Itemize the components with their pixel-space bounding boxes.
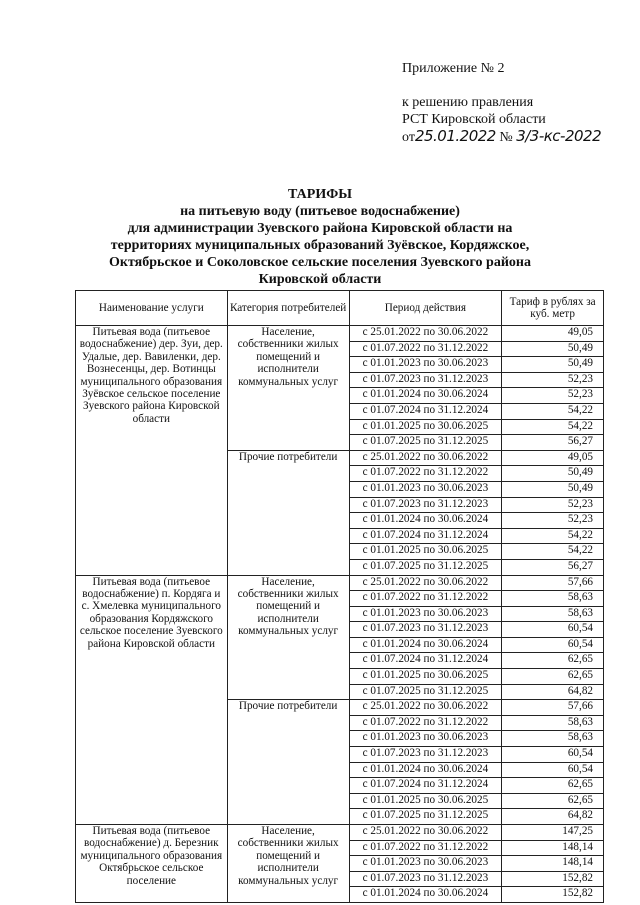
period-cell: с 01.07.2024 по 31.12.2024 xyxy=(349,653,502,669)
tariff-value-cell: 62,65 xyxy=(502,778,604,794)
tariff-value-cell: 57,66 xyxy=(502,575,604,591)
tariff-value-cell: 64,82 xyxy=(502,684,604,700)
handwritten-date: 25.01.2022 xyxy=(414,127,496,145)
period-cell: с 01.07.2023 по 31.12.2023 xyxy=(349,372,502,388)
tariff-value-cell: 58,63 xyxy=(502,591,604,607)
consumer-category-cell: Прочие потребители xyxy=(227,450,349,575)
period-cell: с 01.01.2023 по 30.06.2023 xyxy=(349,856,502,872)
number-prefix: № xyxy=(499,130,513,145)
period-cell: с 01.01.2024 по 30.06.2024 xyxy=(349,388,502,404)
period-cell: с 01.01.2024 по 30.06.2024 xyxy=(349,513,502,529)
tariff-value-cell: 50,49 xyxy=(502,357,604,373)
tariff-value-cell: 54,22 xyxy=(502,544,604,560)
period-cell: с 01.01.2023 по 30.06.2023 xyxy=(349,606,502,622)
tariff-value-cell: 62,65 xyxy=(502,653,604,669)
period-cell: с 01.07.2023 по 31.12.2023 xyxy=(349,747,502,763)
period-cell: с 01.07.2022 по 31.12.2022 xyxy=(349,341,502,357)
period-cell: с 01.01.2025 по 30.06.2025 xyxy=(349,544,502,560)
table-row xyxy=(76,825,604,841)
table-row xyxy=(76,326,604,342)
tariff-value-cell: 58,63 xyxy=(502,715,604,731)
table-header-row xyxy=(76,291,604,326)
period-cell: с 01.01.2025 по 30.06.2025 xyxy=(349,793,502,809)
appendix-label: Приложение № 2 xyxy=(402,61,505,76)
period-cell: с 25.01.2022 по 30.06.2022 xyxy=(349,700,502,716)
period-cell: с 01.07.2023 по 31.12.2023 xyxy=(349,622,502,638)
tariff-value-cell: 50,49 xyxy=(502,341,604,357)
period-cell: с 01.07.2024 по 31.12.2024 xyxy=(349,528,502,544)
period-cell: с 01.07.2023 по 31.12.2023 xyxy=(349,497,502,513)
header-tariff: Тариф в рублях за куб. метр xyxy=(502,291,604,326)
header-period: Период действия xyxy=(349,291,502,326)
title-line-4: территориях муниципальных образований Зуёвское, Кордяжское, xyxy=(110,238,530,253)
tariff-value-cell: 58,63 xyxy=(502,731,604,747)
title-line-2: на питьевую воду (питьевое водоснабжение) xyxy=(180,204,460,219)
tariff-value-cell: 52,23 xyxy=(502,388,604,404)
tariff-value-cell: 56,27 xyxy=(502,435,604,451)
handwritten-number: 3/3-кс-2022 xyxy=(516,127,602,145)
period-cell: с 01.07.2025 по 31.12.2025 xyxy=(349,435,502,451)
consumer-category-cell: Население, собственники жилых помещений и исполнители коммунальных услуг xyxy=(227,575,349,700)
tariff-value-cell: 148,14 xyxy=(502,856,604,872)
period-cell: с 01.01.2023 по 30.06.2023 xyxy=(349,731,502,747)
decision-line-2: РСТ Кировской области xyxy=(402,112,546,127)
decision-line-1: к решению правления xyxy=(402,95,534,110)
tariff-value-cell: 49,05 xyxy=(502,326,604,342)
header-category: Категория потребителей xyxy=(227,291,349,326)
period-cell: с 01.01.2023 по 30.06.2023 xyxy=(349,481,502,497)
tariff-value-cell: 56,27 xyxy=(502,559,604,575)
period-cell: с 01.01.2024 по 30.06.2024 xyxy=(349,762,502,778)
title-line-3: для администрации Зуевского района Кировской области на xyxy=(127,221,513,236)
from-prefix: от xyxy=(402,130,415,145)
period-cell: с 25.01.2022 по 30.06.2022 xyxy=(349,575,502,591)
service-name-cell: Питьевая вода (питьевое водоснабжение) п. Кордяга и с. Хмелевка муниципального образования Кордяжского сельское поселение Зуевского района Кировской области xyxy=(76,575,228,825)
tariff-value-cell: 64,82 xyxy=(502,809,604,825)
table-body xyxy=(76,326,604,903)
header-service: Наименование услуги xyxy=(76,291,228,326)
period-cell: с 25.01.2022 по 30.06.2022 xyxy=(349,326,502,342)
period-cell: с 01.07.2022 по 31.12.2022 xyxy=(349,591,502,607)
period-cell: с 01.07.2025 по 31.12.2025 xyxy=(349,559,502,575)
decision-date-line xyxy=(402,128,601,146)
tariff-value-cell: 57,66 xyxy=(502,700,604,716)
period-cell: с 01.01.2025 по 30.06.2025 xyxy=(349,669,502,685)
tariff-value-cell: 148,14 xyxy=(502,840,604,856)
tariff-value-cell: 60,54 xyxy=(502,637,604,653)
tariff-value-cell: 52,23 xyxy=(502,513,604,529)
tariff-value-cell: 60,54 xyxy=(502,747,604,763)
title-line-1: ТАРИФЫ xyxy=(288,187,352,202)
period-cell: с 01.07.2022 по 31.12.2022 xyxy=(349,840,502,856)
tariff-value-cell: 58,63 xyxy=(502,606,604,622)
period-cell: с 01.07.2025 по 31.12.2025 xyxy=(349,809,502,825)
period-cell: с 01.07.2025 по 31.12.2025 xyxy=(349,684,502,700)
tariff-value-cell: 49,05 xyxy=(502,450,604,466)
period-cell: с 01.01.2024 по 30.06.2024 xyxy=(349,887,502,903)
tariff-value-cell: 54,22 xyxy=(502,528,604,544)
service-name-cell: Питьевая вода (питьевое водоснабжение) д. Березник муниципального образования Октябрьское сельское поселение xyxy=(76,825,228,903)
tariff-value-cell: 54,22 xyxy=(502,403,604,419)
consumer-category-cell: Прочие потребители xyxy=(227,700,349,825)
tariff-value-cell: 62,65 xyxy=(502,669,604,685)
tariff-value-cell: 60,54 xyxy=(502,762,604,778)
tariff-table xyxy=(75,290,604,903)
tariff-value-cell: 50,49 xyxy=(502,466,604,482)
period-cell: с 01.07.2024 по 31.12.2024 xyxy=(349,403,502,419)
period-cell: с 01.07.2022 по 31.12.2022 xyxy=(349,715,502,731)
tariff-value-cell: 152,82 xyxy=(502,887,604,903)
period-cell: с 01.07.2022 по 31.12.2022 xyxy=(349,466,502,482)
tariff-value-cell: 62,65 xyxy=(502,793,604,809)
consumer-category-cell: Население, собственники жилых помещений и исполнители коммунальных услуг xyxy=(227,825,349,903)
document-title xyxy=(0,186,640,288)
tariff-value-cell: 52,23 xyxy=(502,372,604,388)
period-cell: с 25.01.2022 по 30.06.2022 xyxy=(349,450,502,466)
table-row xyxy=(76,575,604,591)
service-name-cell: Питьевая вода (питьевое водоснабжение) дер. Зуи, дер. Удалые, дер. Вавиленки, дер. Вознесенцы, дер. Вотинцы муниципального образования Зуёвское сельское поселение Зуевского района Кировской области xyxy=(76,326,228,576)
period-cell: с 25.01.2022 по 30.06.2022 xyxy=(349,825,502,841)
title-line-5: Октябрьское и Соколовское сельские поселения Зуевского района xyxy=(109,255,531,270)
period-cell: с 01.01.2024 по 30.06.2024 xyxy=(349,637,502,653)
period-cell: с 01.01.2023 по 30.06.2023 xyxy=(349,357,502,373)
tariff-value-cell: 152,82 xyxy=(502,871,604,887)
period-cell: с 01.01.2025 по 30.06.2025 xyxy=(349,419,502,435)
period-cell: с 01.07.2024 по 31.12.2024 xyxy=(349,778,502,794)
period-cell: с 01.07.2023 по 31.12.2023 xyxy=(349,871,502,887)
decision-block xyxy=(402,94,601,146)
tariff-value-cell: 54,22 xyxy=(502,419,604,435)
title-line-6: Кировской области xyxy=(258,272,382,287)
tariff-value-cell: 50,49 xyxy=(502,481,604,497)
tariff-value-cell: 52,23 xyxy=(502,497,604,513)
tariff-value-cell: 60,54 xyxy=(502,622,604,638)
consumer-category-cell: Население, собственники жилых помещений и исполнители коммунальных услуг xyxy=(227,326,349,451)
tariff-value-cell: 147,25 xyxy=(502,825,604,841)
